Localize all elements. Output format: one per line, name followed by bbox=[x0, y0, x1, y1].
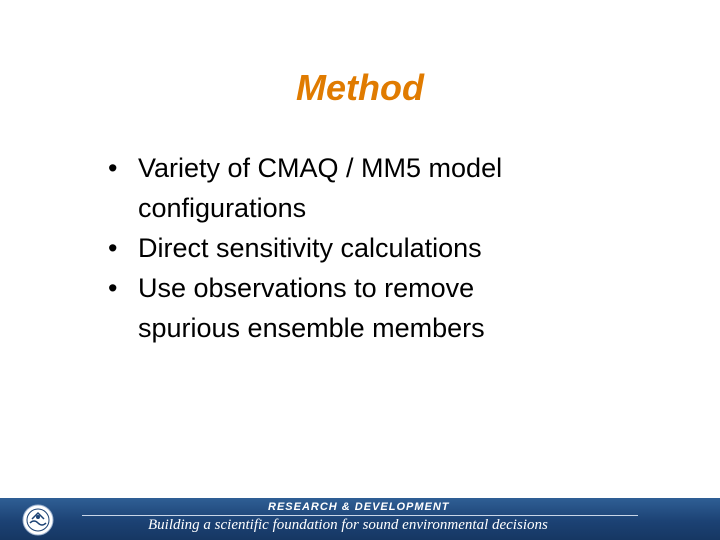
bullet-text: Direct sensitivity calculations bbox=[138, 233, 482, 263]
bullet-marker: • bbox=[108, 233, 118, 263]
footer-heading: RESEARCH & DEVELOPMENT bbox=[268, 501, 450, 513]
bullet-text: Variety of CMAQ / MM5 model bbox=[138, 153, 503, 183]
footer-banner bbox=[0, 498, 720, 540]
bullet-item bbox=[108, 268, 668, 348]
bullet-marker: • bbox=[108, 273, 118, 303]
footer-divider bbox=[82, 515, 638, 516]
bullet-list bbox=[108, 148, 668, 348]
slide-title: Method bbox=[296, 67, 424, 108]
bullet-text: Use observations to remove bbox=[138, 273, 475, 303]
bullet-marker: • bbox=[108, 153, 118, 183]
epa-seal-icon bbox=[22, 504, 54, 536]
footer-tagline: Building a scientific foundation for sound environmental decisions bbox=[148, 517, 548, 533]
bullet-text-continued: configurations bbox=[138, 193, 307, 223]
bullet-text-continued: spurious ensemble members bbox=[138, 313, 485, 343]
bullet-item bbox=[108, 228, 668, 268]
bullet-item bbox=[108, 148, 668, 228]
